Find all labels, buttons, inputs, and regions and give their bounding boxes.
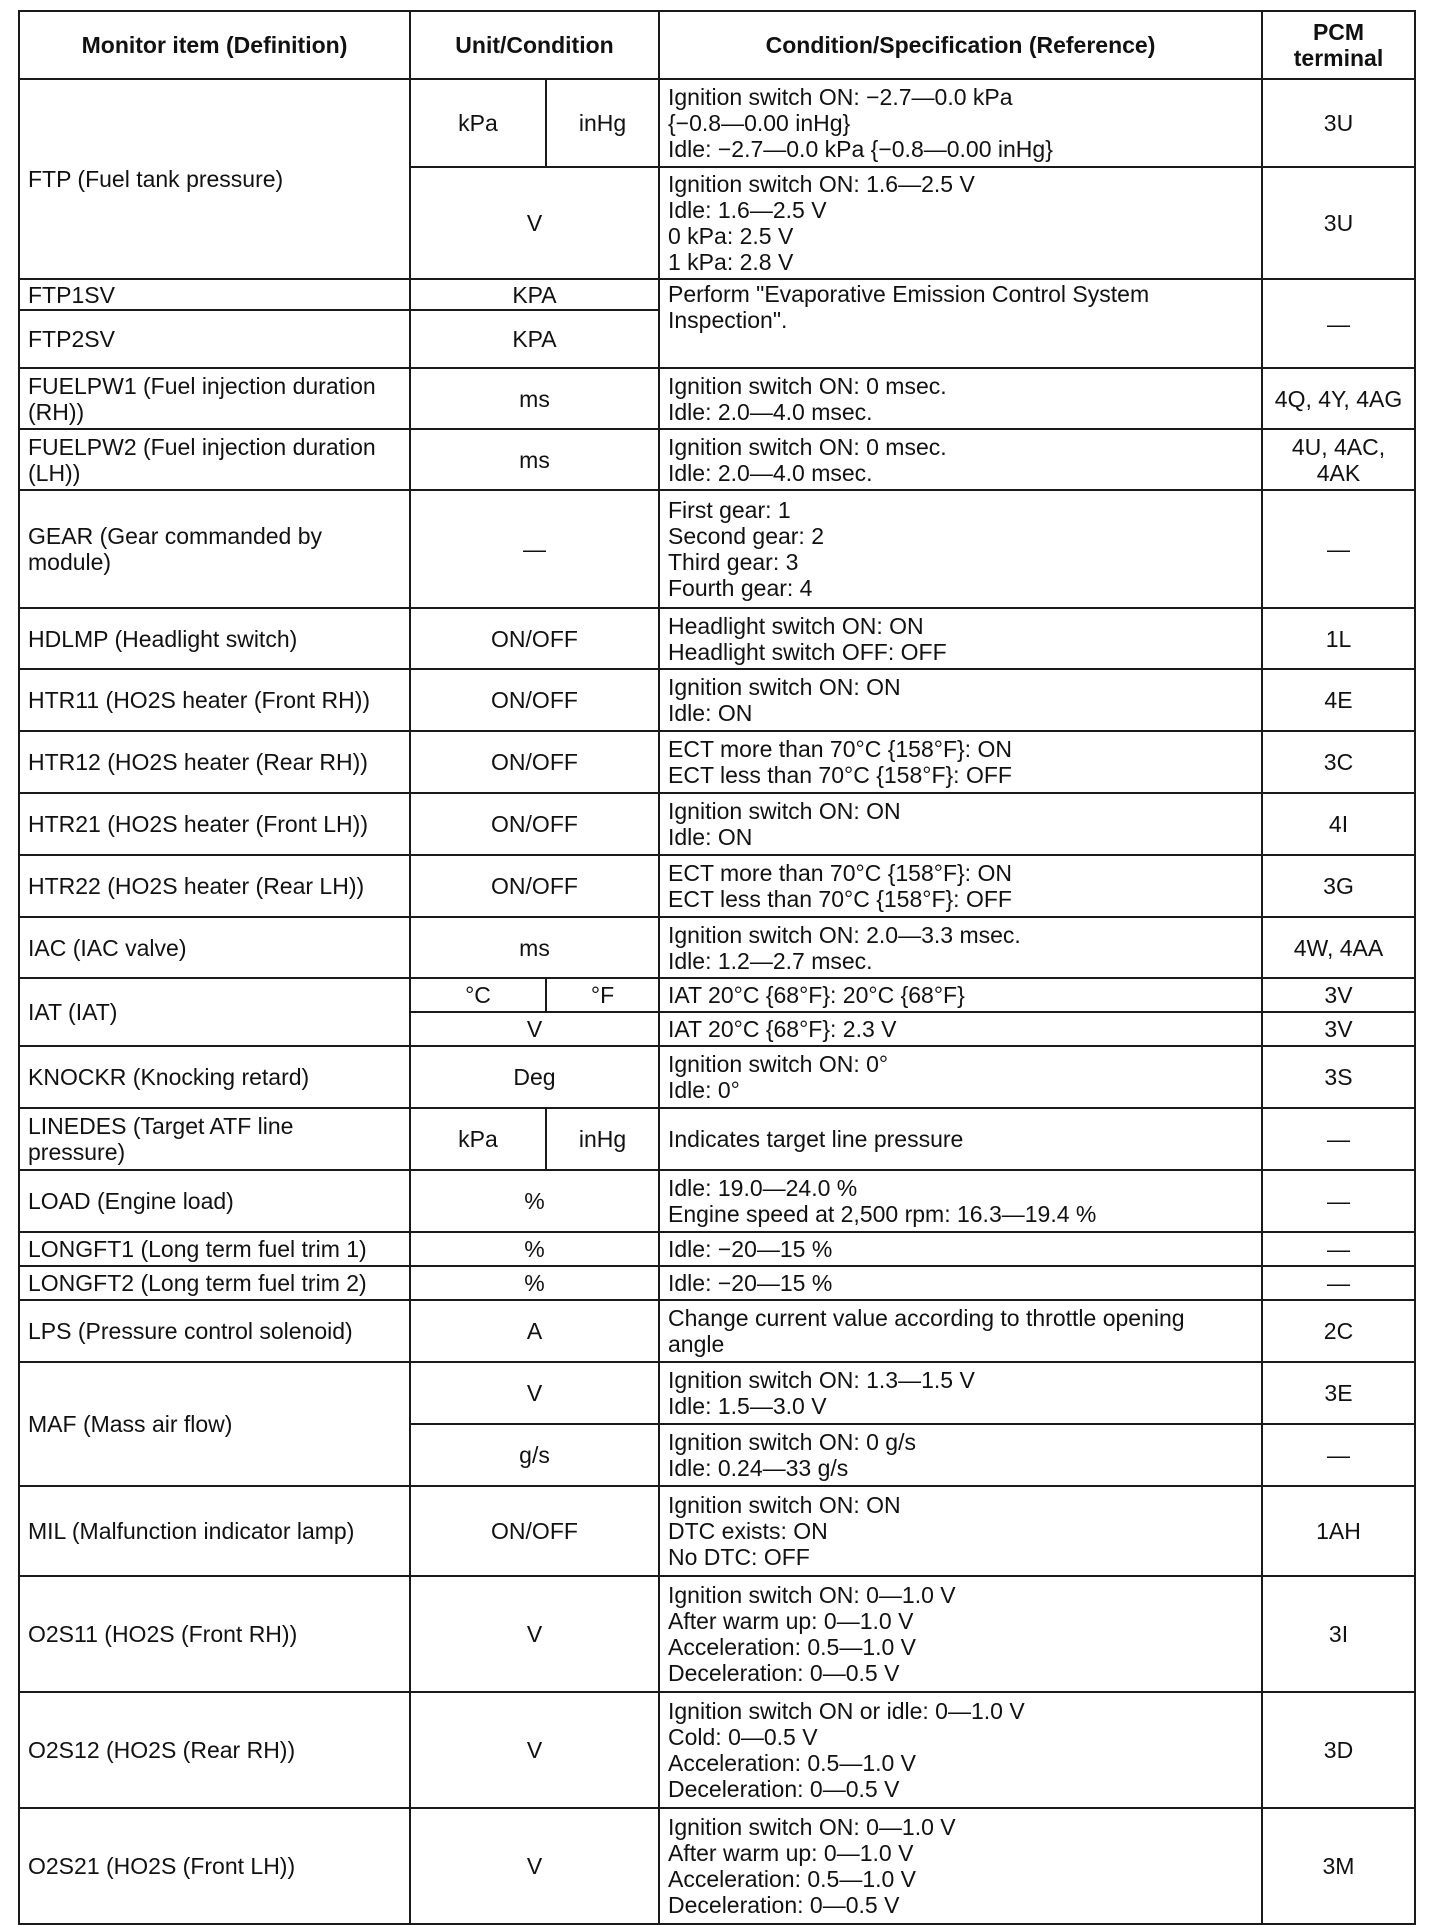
table-row: [19, 1300, 1415, 1362]
spec-cell: [659, 793, 1262, 855]
spec-line: Acceleration: 0.5—1.0 V: [668, 1634, 917, 1660]
item-line: GEAR (Gear commanded by: [28, 523, 323, 549]
header-condition-specification: Condition/Specification (Reference): [659, 11, 1262, 79]
terminal-cell: 3U: [1262, 79, 1415, 167]
terminal-cell: 1AH: [1262, 1486, 1415, 1576]
table-row: [19, 1692, 1415, 1808]
terminal-cell: —: [1262, 279, 1415, 368]
spec-line: Idle: −2.7—0.0 kPa {−0.8—0.00 inHg}: [668, 136, 1053, 162]
item-cell: FTP2SV: [19, 310, 410, 368]
item-cell: O2S21 (HO2S (Front LH)): [19, 1808, 410, 1924]
table-row: [19, 79, 1415, 167]
unit-cell: ms: [410, 429, 659, 490]
spec-cell: [659, 731, 1262, 793]
spec-line: Ignition switch ON: −2.7—0.0 kPa: [668, 84, 1013, 110]
unit-cell: °C: [410, 978, 546, 1012]
spec-cell: [659, 167, 1262, 279]
spec-line: Ignition switch ON: 2.0—3.3 msec.: [668, 921, 1021, 948]
monitor-item-table: [18, 10, 1416, 1925]
spec-line: Idle: 1.2—2.7 msec.: [668, 947, 873, 974]
item-line: FUELPW2 (Fuel injection duration: [28, 433, 376, 460]
spec-line: Ignition switch ON: 0°: [668, 1051, 889, 1077]
spec-cell: [659, 1362, 1262, 1424]
item-cell: HTR21 (HO2S heater (Front LH)): [19, 793, 410, 855]
item-line: module): [28, 549, 112, 575]
table-row: [19, 1266, 1415, 1300]
spec-line: First gear: 1: [668, 497, 791, 523]
item-cell: IAC (IAC valve): [19, 917, 410, 978]
terminal-cell: 4W, 4AA: [1262, 917, 1415, 978]
spec-line: Idle: 1.6—2.5 V: [668, 197, 827, 223]
table-row: [19, 368, 1415, 429]
unit-cell: g/s: [410, 1424, 659, 1486]
item-cell: O2S12 (HO2S (Rear RH)): [19, 1692, 410, 1808]
spec-line: Ignition switch ON: 1.3—1.5 V: [668, 1367, 975, 1393]
table-row: [19, 1046, 1415, 1108]
spec-line: 1 kPa: 2.8 V: [668, 249, 794, 275]
item-cell: [19, 429, 410, 490]
spec-line: Deceleration: 0—0.5 V: [668, 1892, 900, 1918]
spec-cell: [659, 855, 1262, 917]
spec-cell: [659, 279, 1262, 368]
unit-cell: %: [410, 1266, 659, 1300]
spec-line: Idle: 19.0—24.0 %: [668, 1175, 858, 1201]
spec-line: Change current value according to throttle opening: [668, 1305, 1185, 1331]
unit-cell: KPA: [410, 310, 659, 368]
terminal-cell: —: [1262, 1232, 1415, 1266]
spec-line: After warm up: 0—1.0 V: [668, 1840, 914, 1866]
item-cell: IAT (IAT): [19, 978, 410, 1046]
terminal-cell: —: [1262, 490, 1415, 608]
item-cell: LPS (Pressure control solenoid): [19, 1300, 410, 1362]
spec-line: No DTC: OFF: [668, 1544, 810, 1570]
item-cell: HTR22 (HO2S heater (Rear LH)): [19, 855, 410, 917]
table-row: [19, 1576, 1415, 1692]
terminal-cell: 3G: [1262, 855, 1415, 917]
unit-cell: °F: [546, 978, 659, 1012]
spec-cell: [659, 429, 1262, 490]
unit-cell: V: [410, 1012, 659, 1046]
item-line: FUELPW1 (Fuel injection duration: [28, 372, 376, 399]
table-row: [19, 978, 1415, 1012]
header-pcm-terminal: PCM terminal: [1262, 11, 1415, 79]
spec-line: Ignition switch ON: ON: [668, 798, 901, 824]
table-row: [19, 855, 1415, 917]
spec-line: Headlight switch OFF: OFF: [668, 638, 947, 665]
spec-line: Cold: 0—0.5 V: [668, 1724, 818, 1750]
unit-cell: kPa: [410, 79, 546, 167]
table-header-row: [19, 11, 1415, 79]
unit-cell: V: [410, 1808, 659, 1924]
unit-cell: V: [410, 1362, 659, 1424]
table-row: [19, 1170, 1415, 1232]
spec-line: Ignition switch ON: 0 msec.: [668, 372, 947, 399]
spec-line: Ignition switch ON: ON: [668, 674, 901, 700]
spec-line: Idle: ON: [668, 824, 753, 850]
spec-line: Idle: 2.0—4.0 msec.: [668, 398, 873, 425]
spec-line: Ignition switch ON: ON: [668, 1492, 901, 1518]
spec-cell: [659, 1692, 1262, 1808]
unit-cell: inHg: [546, 79, 659, 167]
table-row: [19, 490, 1415, 608]
item-cell: MAF (Mass air flow): [19, 1362, 410, 1486]
terminal-cell: 3V: [1262, 978, 1415, 1012]
terminal-cell: 3C: [1262, 731, 1415, 793]
spec-line: DTC exists: ON: [668, 1518, 828, 1544]
item-line: (LH)): [28, 459, 81, 486]
spec-line: Ignition switch ON: 1.6—2.5 V: [668, 171, 975, 197]
item-line: pressure): [28, 1139, 126, 1165]
spec-line: Deceleration: 0—0.5 V: [668, 1776, 900, 1802]
unit-cell: A: [410, 1300, 659, 1362]
terminal-cell: —: [1262, 1108, 1415, 1170]
spec-cell: [659, 368, 1262, 429]
table-row: [19, 917, 1415, 978]
terminal-cell: 3D: [1262, 1692, 1415, 1808]
table-row: [19, 279, 1415, 310]
item-cell: FTP (Fuel tank pressure): [19, 79, 410, 279]
table-row: [19, 608, 1415, 669]
terminal-cell: 4I: [1262, 793, 1415, 855]
spec-cell: [659, 1424, 1262, 1486]
table-row: [19, 793, 1415, 855]
table-row: [19, 1108, 1415, 1170]
unit-cell: ON/OFF: [410, 669, 659, 731]
table-row: [19, 731, 1415, 793]
item-cell: KNOCKR (Knocking retard): [19, 1046, 410, 1108]
terminal-cell: 1L: [1262, 608, 1415, 669]
unit-cell: kPa: [410, 1108, 546, 1170]
spec-line: ECT less than 70°C {158°F}: OFF: [668, 762, 1012, 788]
table-row: [19, 1808, 1415, 1924]
unit-cell: —: [410, 490, 659, 608]
terminal-cell: 3E: [1262, 1362, 1415, 1424]
spec-line: Engine speed at 2,500 rpm: 16.3—19.4 %: [668, 1201, 1097, 1227]
unit-cell: KPA: [410, 279, 659, 310]
terminal-cell: 3U: [1262, 167, 1415, 279]
spec-cell: Idle: −20—15 %: [659, 1232, 1262, 1266]
spec-cell: IAT 20°C {68°F}: 20°C {68°F}: [659, 978, 1262, 1012]
table-row: [19, 669, 1415, 731]
item-cell: FTP1SV: [19, 279, 410, 310]
table-row: [19, 1486, 1415, 1576]
item-cell: LOAD (Engine load): [19, 1170, 410, 1232]
terminal-cell: —: [1262, 1266, 1415, 1300]
spec-line: Idle: ON: [668, 700, 753, 726]
spec-line: Inspection".: [668, 307, 788, 333]
spec-cell: [659, 669, 1262, 731]
spec-cell: [659, 1170, 1262, 1232]
spec-line: Idle: 0°: [668, 1077, 740, 1103]
spec-cell: IAT 20°C {68°F}: 2.3 V: [659, 1012, 1262, 1046]
table-row: [19, 1362, 1415, 1424]
unit-cell: ms: [410, 917, 659, 978]
terminal-cell: 2C: [1262, 1300, 1415, 1362]
terminal-cell: 4Q, 4Y, 4AG: [1262, 368, 1415, 429]
item-cell: LONGFT1 (Long term fuel trim 1): [19, 1232, 410, 1266]
spec-cell: Indicates target line pressure: [659, 1108, 1262, 1170]
unit-cell: V: [410, 1576, 659, 1692]
terminal-cell: 4U, 4AC, 4AK: [1262, 429, 1415, 490]
spec-line: ECT more than 70°C {158°F}: ON: [668, 736, 1012, 762]
spec-line: Acceleration: 0.5—1.0 V: [668, 1750, 917, 1776]
spec-line: Ignition switch ON: 0 msec.: [668, 433, 947, 460]
spec-cell: [659, 1300, 1262, 1362]
unit-cell: V: [410, 167, 659, 279]
spec-line: Third gear: 3: [668, 549, 799, 575]
item-cell: MIL (Malfunction indicator lamp): [19, 1486, 410, 1576]
item-cell: [19, 1108, 410, 1170]
monitor-item-spec-sheet: [18, 10, 1414, 1925]
spec-line: Ignition switch ON: 0—1.0 V: [668, 1582, 956, 1608]
unit-cell: ON/OFF: [410, 793, 659, 855]
item-cell: [19, 490, 410, 608]
spec-line: Idle: 1.5—3.0 V: [668, 1393, 827, 1419]
spec-line: 0 kPa: 2.5 V: [668, 223, 794, 249]
terminal-cell: —: [1262, 1424, 1415, 1486]
spec-cell: [659, 1486, 1262, 1576]
spec-line: Ignition switch ON: 0 g/s: [668, 1429, 916, 1455]
item-cell: HDLMP (Headlight switch): [19, 608, 410, 669]
spec-line: Fourth gear: 4: [668, 575, 813, 601]
spec-cell: [659, 1576, 1262, 1692]
item-cell: O2S11 (HO2S (Front RH)): [19, 1576, 410, 1692]
unit-cell: ON/OFF: [410, 855, 659, 917]
spec-line: Ignition switch ON or idle: 0—1.0 V: [668, 1698, 1025, 1724]
item-line: LINEDES (Target ATF line: [28, 1113, 294, 1139]
unit-cell: ms: [410, 368, 659, 429]
item-cell: HTR12 (HO2S heater (Rear RH)): [19, 731, 410, 793]
spec-line: ECT more than 70°C {158°F}: ON: [668, 860, 1012, 886]
unit-cell: ON/OFF: [410, 1486, 659, 1576]
terminal-cell: 3I: [1262, 1576, 1415, 1692]
spec-cell: Idle: −20—15 %: [659, 1266, 1262, 1300]
unit-cell: Deg: [410, 1046, 659, 1108]
table-row: [19, 1232, 1415, 1266]
terminal-cell: —: [1262, 1170, 1415, 1232]
header-unit-condition: Unit/Condition: [410, 11, 659, 79]
spec-line: After warm up: 0—1.0 V: [668, 1608, 914, 1634]
spec-cell: [659, 917, 1262, 978]
spec-cell: [659, 79, 1262, 167]
spec-line: ECT less than 70°C {158°F}: OFF: [668, 886, 1012, 912]
terminal-cell: 3V: [1262, 1012, 1415, 1046]
spec-line: Perform "Evaporative Emission Control System: [668, 281, 1150, 307]
spec-line: Headlight switch ON: ON: [668, 612, 924, 639]
unit-cell: ON/OFF: [410, 608, 659, 669]
spec-line: Second gear: 2: [668, 523, 825, 549]
spec-cell: [659, 490, 1262, 608]
item-line: (RH)): [28, 398, 85, 425]
table-row: [19, 429, 1415, 490]
spec-cell: [659, 1808, 1262, 1924]
unit-cell: %: [410, 1170, 659, 1232]
terminal-cell: 4E: [1262, 669, 1415, 731]
spec-cell: [659, 608, 1262, 669]
unit-cell: inHg: [546, 1108, 659, 1170]
item-cell: HTR11 (HO2S heater (Front RH)): [19, 669, 410, 731]
spec-line: Deceleration: 0—0.5 V: [668, 1660, 900, 1686]
spec-cell: [659, 1046, 1262, 1108]
item-cell: [19, 368, 410, 429]
unit-cell: ON/OFF: [410, 731, 659, 793]
terminal-cell: 3M: [1262, 1808, 1415, 1924]
spec-line: Acceleration: 0.5—1.0 V: [668, 1866, 917, 1892]
spec-line: Idle: 0.24—33 g/s: [668, 1455, 849, 1481]
spec-line: {−0.8—0.00 inHg}: [668, 110, 851, 136]
spec-line: Ignition switch ON: 0—1.0 V: [668, 1814, 956, 1840]
item-cell: LONGFT2 (Long term fuel trim 2): [19, 1266, 410, 1300]
spec-line: Idle: 2.0—4.0 msec.: [668, 459, 873, 486]
header-monitor-item: Monitor item (Definition): [19, 11, 410, 79]
unit-cell: %: [410, 1232, 659, 1266]
terminal-cell: 3S: [1262, 1046, 1415, 1108]
unit-cell: V: [410, 1692, 659, 1808]
spec-line: angle: [668, 1331, 725, 1357]
